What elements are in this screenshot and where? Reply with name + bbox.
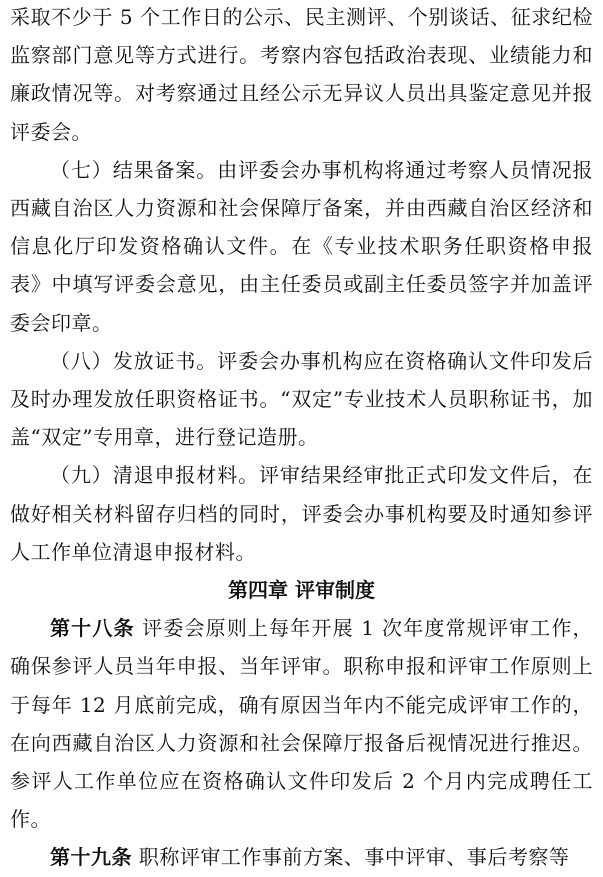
paragraph-continuation xyxy=(10,0,593,151)
paragraph-text: （七）结果备案。由评委会办事机构将通过考察人员情况报西藏自治区人力资源和社会保障厅备案，并由西藏自治区经济和信息化厅印发资格确认文件。在《专业技术职务任职资格申报表》中填写评委会意见，由主任委员或副主任委员签字并加盖评委会印章。 xyxy=(10,157,593,335)
paragraph-text: （八）发放证书。评委会办事机构应在资格确认文件印发后及时办理发放任职资格证书。“双定”专业技术人员职称证书，加盖“双定”专用章，进行登记造册。 xyxy=(10,348,593,450)
paragraph-text: （九）清退申报材料。评审结果经审批正式印发文件后，在做好相关材料留存归档的同时，评委会办事机构要及时通知参评人工作单位清退申报材料。 xyxy=(10,463,593,564)
paragraph-certificate-issuance xyxy=(10,342,593,457)
article-19 xyxy=(10,838,593,876)
article-number: 第十九条 xyxy=(50,845,132,870)
article-text: 评委会原则上每年开展 1 次年度常规评审工作，确保参评人员当年申报、当年评审。职称申报和评审工作原则上于每年 12 月底前完成，确有原因当年内不能完成评审工作的，在向西藏自治区人力资源和社会保障厅报备后视情况进行推迟。参评人工作单位应在资格确认文件印发后 2 个月内完成聘任工作。 xyxy=(10,616,594,832)
article-number: 第十八条 xyxy=(50,616,135,641)
paragraph-material-return xyxy=(10,456,593,571)
paragraph-text: 采取不少于 5 个工作日的公示、民主测评、个别谈话、征求纪检监察部门意见等方式进行。考察内容包括政治表现、业绩能力和廉政情况等。对考察通过且经公示无异议人员出具鉴定意见并报评委会。 xyxy=(10,5,593,144)
chapter-heading: 第四章 评审制度 xyxy=(228,578,375,603)
article-text: 职称评审工作事前方案、事中评审、事后考察等 xyxy=(132,845,570,870)
paragraph-result-filing xyxy=(10,151,593,342)
article-18 xyxy=(10,609,593,838)
